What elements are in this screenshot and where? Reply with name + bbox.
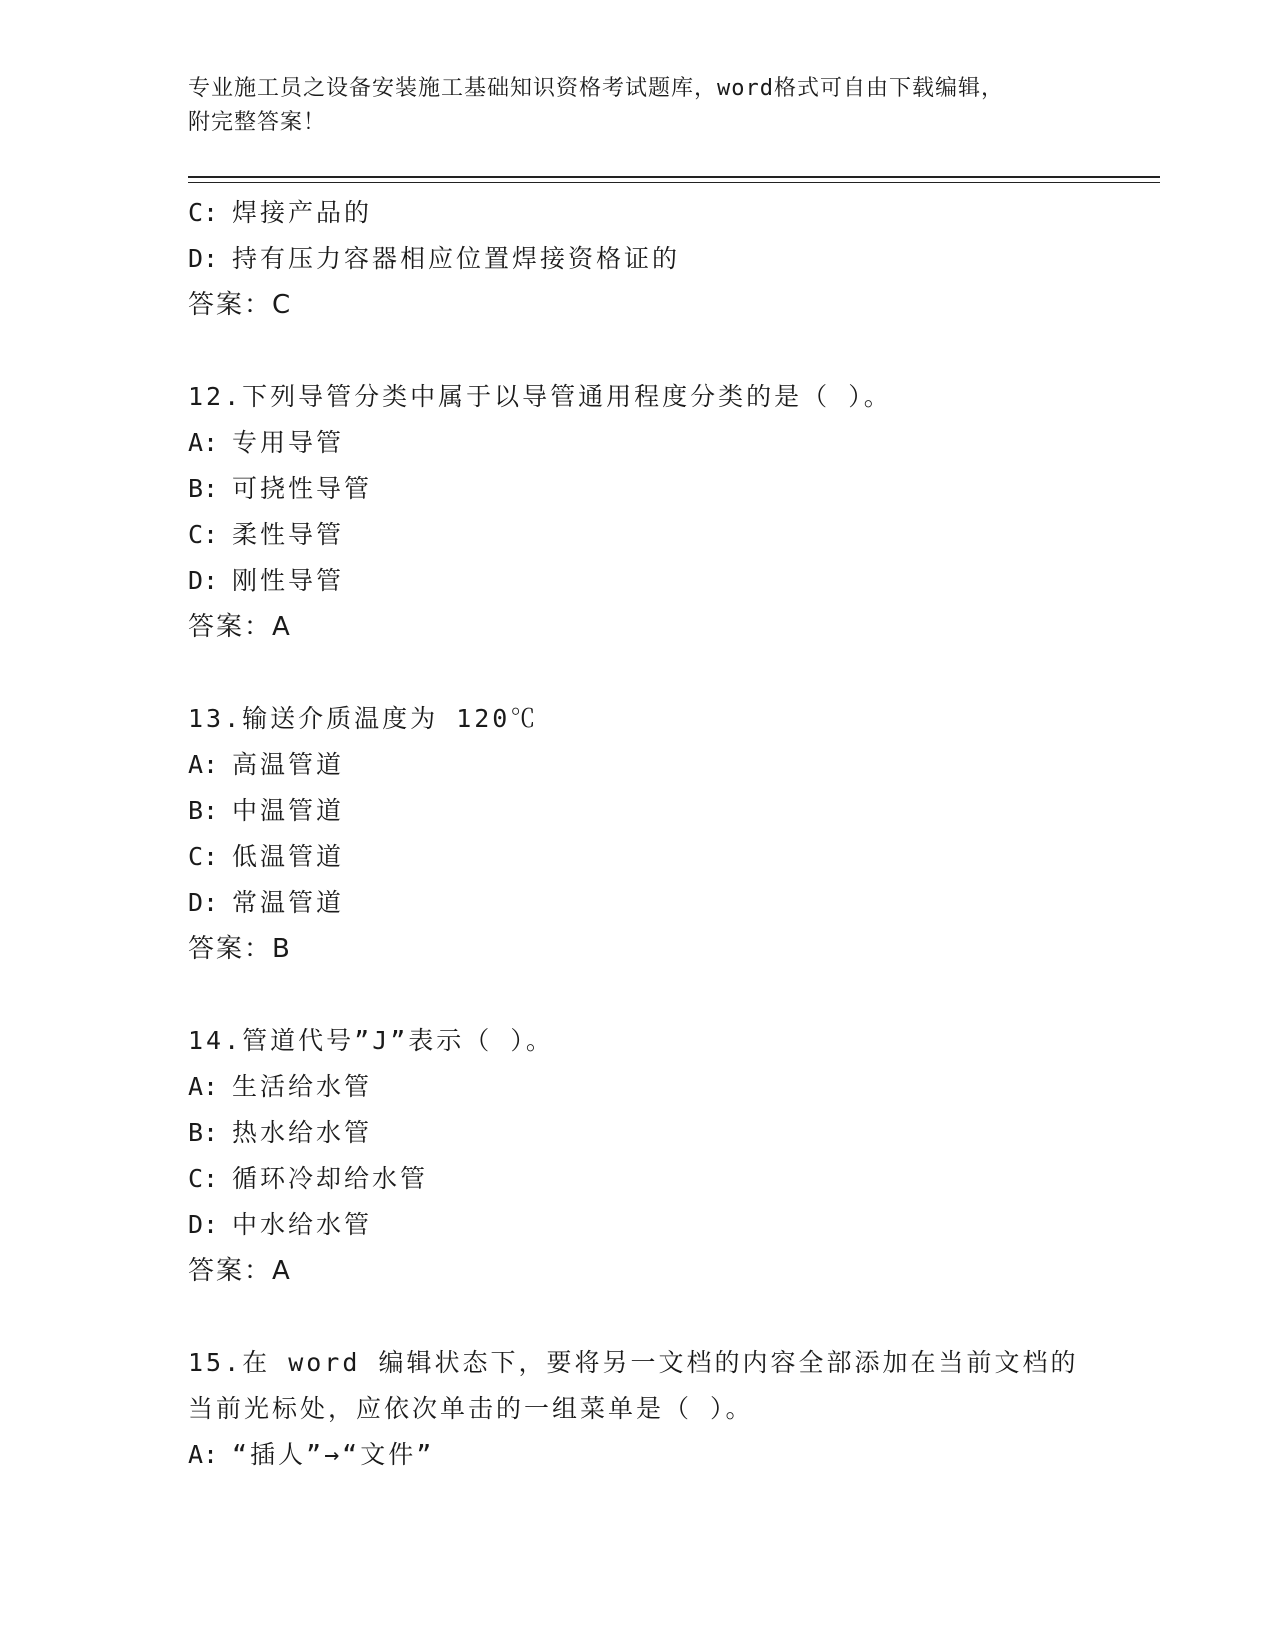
option-text: 热水给水管 [232, 1118, 373, 1147]
option-d [188, 558, 1148, 604]
question-text: 14.管道代号”J”表示（ ）。 [188, 1026, 554, 1055]
option-b [188, 1110, 1148, 1156]
option-key: D: [188, 566, 219, 595]
question-12 [188, 374, 1148, 650]
option-c [188, 1156, 1148, 1202]
header-line-1: 专业施工员之设备安装施工基础知识资格考试题库，word格式可自由下载编辑， [188, 76, 1004, 101]
spacer [188, 972, 1148, 1018]
option-text: 常温管道 [232, 888, 345, 917]
option-key: B: [188, 1118, 219, 1147]
option-text: 专用导管 [232, 428, 345, 457]
header-rule-bottom [188, 182, 1160, 183]
option-b [188, 466, 1148, 512]
option-text: 循环冷却给水管 [232, 1164, 429, 1193]
option-key: B: [188, 796, 219, 825]
option-key: A: [188, 1072, 219, 1101]
option-key: C: [188, 520, 219, 549]
question-13 [188, 696, 1148, 972]
option-a [188, 742, 1148, 788]
option-text: 中水给水管 [232, 1210, 373, 1239]
answer: 答案：C [188, 290, 293, 320]
option-d [188, 236, 1148, 282]
option-c [188, 190, 1148, 236]
option-text: 柔性导管 [232, 520, 345, 549]
question-text: 13.输送介质温度为 120℃ [188, 704, 539, 733]
option-key: A: [188, 1440, 219, 1469]
option-d [188, 1202, 1148, 1248]
question-14 [188, 1018, 1148, 1294]
option-text: 焊接产品的 [232, 198, 373, 227]
option-c [188, 512, 1148, 558]
question-11 [188, 190, 1148, 328]
question-text-line-2: 当前光标处，应依次单击的一组菜单是（ ）。 [188, 1394, 754, 1423]
answer: 答案：B [188, 934, 292, 964]
option-key: C: [188, 198, 219, 227]
answer: 答案：A [188, 1256, 292, 1286]
option-key: D: [188, 1210, 219, 1239]
option-c [188, 834, 1148, 880]
option-a [188, 1064, 1148, 1110]
option-key: D: [188, 888, 219, 917]
question-15 [188, 1340, 1148, 1478]
option-text: 低温管道 [232, 842, 345, 871]
spacer [188, 650, 1148, 696]
header-rule-top [188, 176, 1160, 178]
option-text: 刚性导管 [232, 566, 345, 595]
option-b [188, 788, 1148, 834]
document-header [188, 72, 1068, 140]
spacer [188, 328, 1148, 374]
option-text: 可挠性导管 [232, 474, 373, 503]
answer: 答案：A [188, 612, 292, 642]
option-key: C: [188, 842, 219, 871]
option-key: D: [188, 244, 219, 273]
option-key: B: [188, 474, 219, 503]
option-a [188, 1432, 1148, 1478]
option-key: A: [188, 750, 219, 779]
option-text: 持有压力容器相应位置焊接资格证的 [232, 244, 681, 273]
question-text: 12.下列导管分类中属于以导管通用程度分类的是（ ）。 [188, 382, 892, 411]
spacer [188, 1294, 1148, 1340]
option-text: 中温管道 [232, 796, 345, 825]
option-d [188, 880, 1148, 926]
option-text: “插人”→“文件” [232, 1440, 435, 1469]
question-text-line-1: 15.在 word 编辑状态下，要将另一文档的内容全部添加在当前文档的 [188, 1348, 1079, 1377]
option-key: A: [188, 428, 219, 457]
header-line-2: 附完整答案！ [188, 110, 327, 135]
question-list [188, 190, 1148, 1478]
option-key: C: [188, 1164, 219, 1193]
option-text: 生活给水管 [232, 1072, 373, 1101]
option-text: 高温管道 [232, 750, 345, 779]
option-a [188, 420, 1148, 466]
